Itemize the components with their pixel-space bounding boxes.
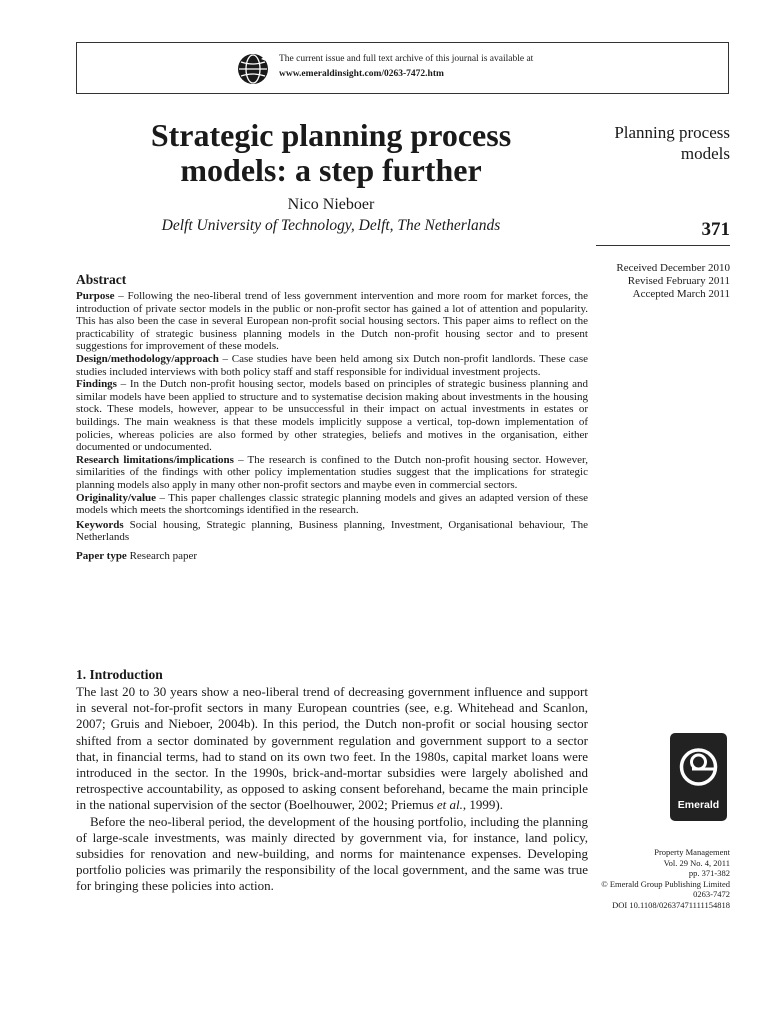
- title-line-1: Strategic planning process: [150, 117, 512, 153]
- accepted-date: Accepted March 2011: [632, 288, 730, 300]
- abstract-paper-type: [76, 550, 588, 563]
- emerald-logo: [670, 733, 727, 821]
- purpose-label: Purpose: [76, 290, 115, 302]
- journal-volume: Vol. 29 No. 4, 2011: [663, 857, 730, 868]
- originality-text: – This paper challenges classic strategic planning models and gives an adapted version of these models which meets the shortcomings identified in the research.: [76, 491, 588, 517]
- submission-dates: [580, 262, 730, 301]
- intro-paragraph-2: Before the neo-liberal period, the development of the housing portfolio, including the planning of large-scale investments, was mainly directed by government via, for instance, land policy, subsidies for renovation and new-building, and norms for maintenance expenses. Developing portfolio policies was primarily the responsibility of the local government, and the same was true for bringing these policies into action.: [76, 813, 588, 894]
- journal-copyright: © Emerald Group Publishing Limited: [601, 878, 730, 889]
- design-text: – Case studies have been held among six Dutch non-profit landlords. These case studies included interviews with both policy staff and staff responsible for individual investment projects.: [76, 352, 588, 378]
- journal-name: Property Management: [654, 847, 730, 857]
- revised-date: Revised February 2011: [627, 275, 730, 287]
- findings-label: Findings: [76, 378, 117, 391]
- abstract-limitations: [76, 454, 588, 492]
- keywords-label: Keywords: [76, 518, 124, 531]
- abstract-section: [76, 272, 588, 562]
- page-number: 371: [701, 219, 730, 240]
- design-label: Design/methodology/approach: [76, 352, 219, 365]
- journal-pages: pp. 371-382: [688, 868, 730, 879]
- author-name: Nico Nieboer: [287, 196, 375, 213]
- journal-issn: 0263-7472: [693, 889, 730, 900]
- access-notice: The current issue and full text archive of this journal is available at: [279, 54, 534, 64]
- intro-p1-text: The last 20 to 30 years show a neo-liberal trend of decreasing government influence and support in several not-for-profit sectors in many European countries (see, e.g. Whitehead and Scanlon, 2007; Gruis and Nieboer, 2004b). In this period, the Dutch non-profit or social housing sector shifted from a sector dominated by government regulation and government support to a sector that, in financial terms, had to stand on its own two feet. In the 1980s, capital market loans were introduced in the sector. In the 1990s, brick-and-mortar subsidies were largely abolished and retrospective accountability, as opposed to asking consent beforehand, became the main principle in the national supervision of the sector (Boelhouwer, 2002; Priemus: [76, 684, 588, 813]
- introduction-section: [76, 667, 588, 895]
- running-head-line-2: models: [680, 144, 730, 163]
- abstract-keywords: [76, 519, 588, 544]
- abstract-findings: [76, 378, 588, 454]
- paper-type-text: Research paper: [126, 549, 198, 562]
- author-affiliation: Delft University of Technology, Delft, The Netherlands: [161, 217, 501, 234]
- running-head: [570, 122, 730, 164]
- abstract-originality: [76, 492, 588, 517]
- emerald-e-icon: [670, 733, 727, 799]
- margin-divider: [596, 245, 730, 246]
- abstract-design: [76, 353, 588, 378]
- purpose-text: – Following the neo-liberal trend of less government intervention and more room for market forces, the introduction of private sector models in the public or non-profit sector has gained a lot of attention and popularity. This has also been the case in several European non-profit social housing sectors. This paper aims to reflect on the practicability of strategic business planning models in the Dutch non-profit housing sector and to present suggestions for improvement of these models.: [76, 290, 588, 353]
- globe-icon: [237, 53, 269, 85]
- originality-label: Originality/value: [76, 491, 157, 504]
- abstract-heading: Abstract: [76, 272, 127, 287]
- limitations-label: Research limitations/implications: [76, 453, 234, 466]
- emerald-logo-text: Emerald: [677, 799, 720, 811]
- intro-p1-end: , 1999).: [462, 797, 503, 813]
- running-head-line-1: Planning process: [614, 123, 730, 142]
- journal-access-box: [76, 42, 729, 94]
- journal-info: [560, 847, 730, 911]
- article-title: [96, 118, 566, 188]
- paper-type-label: Paper type: [76, 549, 127, 562]
- keywords-text: Social housing, Strategic planning, Business planning, Investment, Organisational behaviour, The Netherlands: [76, 518, 588, 544]
- intro-paragraph-1: [76, 684, 588, 814]
- limitations-text: – The research is confined to the Dutch non-profit housing sector. However, similarities of the findings with other policy implementation studies suggest that the implications for strategic planning models also apply in many other non-profit sectors and maybe even in commercial sectors.: [76, 453, 588, 491]
- abstract-purpose: [76, 290, 588, 353]
- journal-doi: DOI 10.1108/02637471111154818: [612, 899, 730, 910]
- introduction-heading: 1. Introduction: [76, 667, 163, 682]
- received-date: Received December 2010: [616, 262, 730, 274]
- title-line-2: models: a step further: [180, 152, 482, 188]
- findings-text: – In the Dutch non-profit housing sector, models based on principles of strategic business planning and similar models have been applied to structure and to systematise decision making about investments in the housing stock. These models, however, appear to be unsuccessful in their impact on actual investments in estates or buildings. The main weakness is that these models implicitly suppose a vertical, top-down implementation of policies, whereas policies are also formed by other strategies, beliefs and motives in the organisation, either documented or undocumented.: [76, 378, 588, 454]
- journal-url-link[interactable]: www.emeraldinsight.com/0263-7472.htm: [279, 69, 444, 79]
- intro-p1-etal: et al.: [436, 797, 463, 813]
